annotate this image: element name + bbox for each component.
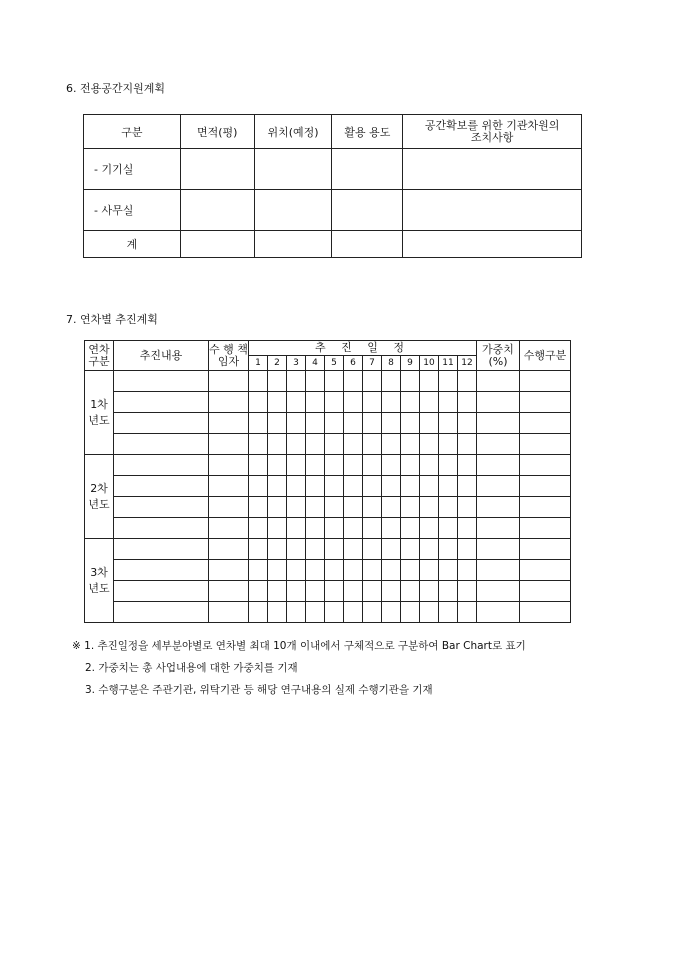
plan-cell[interactable] xyxy=(209,497,249,518)
plan-cell[interactable] xyxy=(249,560,268,581)
header-category: 구분 xyxy=(84,115,181,149)
plan-cell[interactable] xyxy=(344,581,363,602)
table-row xyxy=(85,455,571,476)
plan-cell[interactable] xyxy=(287,518,306,539)
plan-cell[interactable] xyxy=(401,476,420,497)
plan-cell[interactable] xyxy=(114,413,209,434)
plan-cell[interactable] xyxy=(420,497,439,518)
plan-cell[interactable] xyxy=(114,602,209,623)
table-row xyxy=(85,581,571,602)
plan-cell[interactable] xyxy=(439,413,458,434)
plan-cell[interactable] xyxy=(363,413,382,434)
table-row xyxy=(85,560,571,581)
section7-title: 7. 연차별 추진계획 xyxy=(66,313,158,326)
cell[interactable] xyxy=(332,190,403,231)
row-equipment-room: - 기기실 xyxy=(84,149,181,190)
table-row xyxy=(85,518,571,539)
plan-cell[interactable] xyxy=(439,560,458,581)
plan-cell[interactable] xyxy=(477,434,520,455)
plan-cell[interactable] xyxy=(520,455,571,476)
plan-cell[interactable] xyxy=(401,560,420,581)
plan-cell[interactable] xyxy=(439,539,458,560)
month-4: 4 xyxy=(306,356,325,371)
month-10: 10 xyxy=(420,356,439,371)
plan-cell[interactable] xyxy=(114,518,209,539)
plan-cell[interactable] xyxy=(439,434,458,455)
plan-cell[interactable] xyxy=(401,434,420,455)
plan-cell[interactable] xyxy=(401,602,420,623)
plan-cell[interactable] xyxy=(401,371,420,392)
plan-cell[interactable] xyxy=(344,455,363,476)
header-usage: 활용 용도 xyxy=(332,115,403,149)
cell[interactable] xyxy=(403,149,582,190)
plan-cell[interactable] xyxy=(287,371,306,392)
cell[interactable] xyxy=(254,149,332,190)
plan-cell[interactable] xyxy=(287,560,306,581)
plan-cell[interactable] xyxy=(439,518,458,539)
plan-cell[interactable] xyxy=(382,392,401,413)
space-support-table xyxy=(83,114,582,258)
plan-cell[interactable] xyxy=(306,371,325,392)
plan-cell[interactable] xyxy=(382,539,401,560)
plan-cell[interactable] xyxy=(306,455,325,476)
plan-cell[interactable] xyxy=(420,371,439,392)
plan-cell[interactable] xyxy=(287,434,306,455)
plan-cell[interactable] xyxy=(458,476,477,497)
plan-cell[interactable] xyxy=(382,455,401,476)
plan-cell[interactable] xyxy=(520,392,571,413)
plan-cell[interactable] xyxy=(268,392,287,413)
table-row xyxy=(85,434,571,455)
plan-cell[interactable] xyxy=(268,539,287,560)
plan-cell[interactable] xyxy=(401,455,420,476)
plan-cell[interactable] xyxy=(287,581,306,602)
header-year: 연차 구분 xyxy=(85,341,114,371)
plan-cell[interactable] xyxy=(363,560,382,581)
plan-cell[interactable] xyxy=(306,518,325,539)
plan-cell[interactable] xyxy=(420,413,439,434)
plan-cell[interactable] xyxy=(306,560,325,581)
plan-cell[interactable] xyxy=(520,434,571,455)
plan-cell[interactable] xyxy=(363,371,382,392)
plan-cell[interactable] xyxy=(477,413,520,434)
plan-cell[interactable] xyxy=(520,476,571,497)
plan-cell[interactable] xyxy=(477,602,520,623)
plan-cell[interactable] xyxy=(458,560,477,581)
plan-cell[interactable] xyxy=(439,455,458,476)
plan-cell[interactable] xyxy=(458,602,477,623)
plan-cell[interactable] xyxy=(114,560,209,581)
plan-cell[interactable] xyxy=(363,392,382,413)
plan-cell[interactable] xyxy=(420,434,439,455)
plan-cell[interactable] xyxy=(382,476,401,497)
plan-cell[interactable] xyxy=(458,539,477,560)
plan-cell[interactable] xyxy=(420,392,439,413)
plan-cell[interactable] xyxy=(287,497,306,518)
section6-title: 6. 전용공간지원계획 xyxy=(66,82,165,95)
cell[interactable] xyxy=(180,149,254,190)
plan-cell[interactable] xyxy=(477,476,520,497)
plan-cell[interactable] xyxy=(114,497,209,518)
header-performer: 수행구분 xyxy=(520,341,571,371)
header-location: 위치(예정) xyxy=(254,115,332,149)
cell[interactable] xyxy=(254,190,332,231)
plan-cell[interactable] xyxy=(209,560,249,581)
month-3: 3 xyxy=(287,356,306,371)
plan-cell[interactable] xyxy=(325,539,344,560)
plan-cell[interactable] xyxy=(287,413,306,434)
plan-cell[interactable] xyxy=(114,392,209,413)
plan-cell[interactable] xyxy=(249,455,268,476)
note-3: 3. 수행구분은 주관기관, 위탁기관 등 해당 연구내용의 실제 수행기관을 기재 xyxy=(85,684,433,696)
plan-cell[interactable] xyxy=(401,539,420,560)
note-2: 2. 가중치는 총 사업내용에 대한 가중치를 기재 xyxy=(85,662,298,674)
plan-cell[interactable] xyxy=(325,455,344,476)
plan-cell[interactable] xyxy=(268,371,287,392)
year-label: 3차 년도 xyxy=(85,539,114,623)
plan-cell[interactable] xyxy=(114,371,209,392)
plan-cell[interactable] xyxy=(114,539,209,560)
plan-cell[interactable] xyxy=(344,602,363,623)
plan-cell[interactable] xyxy=(287,455,306,476)
plan-cell[interactable] xyxy=(382,497,401,518)
month-9: 9 xyxy=(401,356,420,371)
plan-cell[interactable] xyxy=(439,371,458,392)
plan-cell[interactable] xyxy=(209,371,249,392)
plan-cell[interactable] xyxy=(420,455,439,476)
plan-cell[interactable] xyxy=(306,602,325,623)
plan-cell[interactable] xyxy=(382,560,401,581)
plan-cell[interactable] xyxy=(268,434,287,455)
plan-cell[interactable] xyxy=(249,371,268,392)
plan-cell[interactable] xyxy=(420,581,439,602)
plan-cell[interactable] xyxy=(344,497,363,518)
header-measures: 공간확보를 위한 기관차원의 조치사항 xyxy=(403,115,582,149)
plan-cell[interactable] xyxy=(382,518,401,539)
plan-cell[interactable] xyxy=(268,560,287,581)
plan-cell[interactable] xyxy=(420,602,439,623)
month-5: 5 xyxy=(325,356,344,371)
plan-cell[interactable] xyxy=(209,392,249,413)
plan-cell[interactable] xyxy=(114,476,209,497)
header-weight: 가중치 (%) xyxy=(477,341,520,371)
plan-cell[interactable] xyxy=(458,371,477,392)
plan-cell[interactable] xyxy=(249,392,268,413)
plan-cell[interactable] xyxy=(439,602,458,623)
month-7: 7 xyxy=(363,356,382,371)
month-11: 11 xyxy=(439,356,458,371)
plan-cell[interactable] xyxy=(209,581,249,602)
plan-cell[interactable] xyxy=(325,497,344,518)
plan-cell[interactable] xyxy=(325,476,344,497)
header-area: 면적(평) xyxy=(180,115,254,149)
header-schedule: 추 진 일 정 xyxy=(249,341,477,356)
plan-cell[interactable] xyxy=(401,413,420,434)
table-row xyxy=(85,371,571,392)
plan-cell[interactable] xyxy=(268,602,287,623)
plan-cell[interactable] xyxy=(520,539,571,560)
plan-cell[interactable] xyxy=(458,455,477,476)
plan-cell[interactable] xyxy=(363,476,382,497)
plan-cell[interactable] xyxy=(420,560,439,581)
header-person: 수 행 책임자 xyxy=(209,341,249,371)
plan-cell[interactable] xyxy=(325,371,344,392)
plan-cell[interactable] xyxy=(363,539,382,560)
plan-cell[interactable] xyxy=(458,518,477,539)
plan-cell[interactable] xyxy=(325,581,344,602)
plan-cell[interactable] xyxy=(306,539,325,560)
plan-cell[interactable] xyxy=(439,497,458,518)
plan-cell[interactable] xyxy=(325,392,344,413)
plan-cell[interactable] xyxy=(477,581,520,602)
notes xyxy=(72,638,526,704)
plan-cell[interactable] xyxy=(306,413,325,434)
plan-cell[interactable] xyxy=(209,434,249,455)
cell[interactable] xyxy=(180,231,254,258)
plan-cell[interactable] xyxy=(287,392,306,413)
plan-cell[interactable] xyxy=(477,539,520,560)
plan-cell[interactable] xyxy=(209,455,249,476)
plan-cell[interactable] xyxy=(344,413,363,434)
plan-cell[interactable] xyxy=(268,476,287,497)
plan-cell[interactable] xyxy=(306,392,325,413)
plan-cell[interactable] xyxy=(520,602,571,623)
plan-cell[interactable] xyxy=(382,602,401,623)
plan-cell[interactable] xyxy=(325,602,344,623)
plan-cell[interactable] xyxy=(477,560,520,581)
plan-cell[interactable] xyxy=(363,497,382,518)
plan-cell[interactable] xyxy=(249,434,268,455)
plan-cell[interactable] xyxy=(114,434,209,455)
plan-cell[interactable] xyxy=(382,434,401,455)
plan-cell[interactable] xyxy=(287,539,306,560)
month-8: 8 xyxy=(382,356,401,371)
plan-cell[interactable] xyxy=(306,581,325,602)
plan-cell[interactable] xyxy=(477,392,520,413)
plan-cell[interactable] xyxy=(363,581,382,602)
plan-cell[interactable] xyxy=(401,392,420,413)
plan-cell[interactable] xyxy=(458,413,477,434)
plan-cell[interactable] xyxy=(344,434,363,455)
plan-cell[interactable] xyxy=(520,560,571,581)
cell[interactable] xyxy=(180,190,254,231)
plan-cell[interactable] xyxy=(382,581,401,602)
plan-cell[interactable] xyxy=(344,539,363,560)
plan-cell[interactable] xyxy=(209,602,249,623)
cell[interactable] xyxy=(332,149,403,190)
cell[interactable] xyxy=(403,190,582,231)
plan-cell[interactable] xyxy=(249,518,268,539)
year-label: 2차 년도 xyxy=(85,455,114,539)
plan-cell[interactable] xyxy=(268,581,287,602)
plan-cell[interactable] xyxy=(249,476,268,497)
row-total: 계 xyxy=(84,231,181,258)
plan-cell[interactable] xyxy=(268,455,287,476)
row-office: - 사무실 xyxy=(84,190,181,231)
cell[interactable] xyxy=(403,231,582,258)
plan-cell[interactable] xyxy=(325,413,344,434)
plan-cell[interactable] xyxy=(458,434,477,455)
plan-cell[interactable] xyxy=(325,560,344,581)
plan-cell[interactable] xyxy=(520,518,571,539)
month-2: 2 xyxy=(268,356,287,371)
plan-cell[interactable] xyxy=(401,518,420,539)
plan-cell[interactable] xyxy=(401,581,420,602)
plan-cell[interactable] xyxy=(114,455,209,476)
plan-cell[interactable] xyxy=(363,455,382,476)
plan-cell[interactable] xyxy=(363,434,382,455)
table-row xyxy=(85,476,571,497)
note-1: ※ 1. 추진일정을 세부분야별로 연차별 최대 10개 이내에서 구체적으로 구분하여 Bar Chart로 표기 xyxy=(72,640,526,652)
month-6: 6 xyxy=(344,356,363,371)
month-1: 1 xyxy=(249,356,268,371)
plan-cell[interactable] xyxy=(325,434,344,455)
plan-cell[interactable] xyxy=(520,581,571,602)
year-label: 1차 년도 xyxy=(85,371,114,455)
plan-cell[interactable] xyxy=(209,476,249,497)
table-row xyxy=(85,392,571,413)
plan-cell[interactable] xyxy=(344,392,363,413)
plan-cell[interactable] xyxy=(344,518,363,539)
plan-cell[interactable] xyxy=(306,497,325,518)
plan-cell[interactable] xyxy=(306,434,325,455)
plan-cell[interactable] xyxy=(458,581,477,602)
plan-cell[interactable] xyxy=(420,539,439,560)
plan-cell[interactable] xyxy=(363,518,382,539)
plan-cell[interactable] xyxy=(477,455,520,476)
annual-plan-table xyxy=(84,340,571,623)
table-row xyxy=(85,497,571,518)
plan-cell[interactable] xyxy=(520,497,571,518)
plan-cell[interactable] xyxy=(344,476,363,497)
plan-cell[interactable] xyxy=(209,413,249,434)
plan-cell[interactable] xyxy=(458,392,477,413)
plan-cell[interactable] xyxy=(520,413,571,434)
plan-cell[interactable] xyxy=(363,602,382,623)
plan-cell[interactable] xyxy=(458,497,477,518)
plan-cell[interactable] xyxy=(268,497,287,518)
plan-cell[interactable] xyxy=(344,560,363,581)
table-row xyxy=(85,602,571,623)
plan-cell[interactable] xyxy=(209,539,249,560)
plan-cell[interactable] xyxy=(249,497,268,518)
table-row xyxy=(85,539,571,560)
plan-cell[interactable] xyxy=(114,581,209,602)
plan-cell[interactable] xyxy=(382,413,401,434)
plan-cell[interactable] xyxy=(268,413,287,434)
plan-cell[interactable] xyxy=(439,476,458,497)
table-row xyxy=(85,413,571,434)
plan-cell[interactable] xyxy=(268,518,287,539)
plan-cell[interactable] xyxy=(344,371,363,392)
plan-cell[interactable] xyxy=(249,539,268,560)
plan-cell[interactable] xyxy=(306,476,325,497)
plan-cell[interactable] xyxy=(287,602,306,623)
cell[interactable] xyxy=(254,231,332,258)
header-content: 추진내용 xyxy=(114,341,209,371)
plan-cell[interactable] xyxy=(477,371,520,392)
plan-cell[interactable] xyxy=(209,518,249,539)
plan-cell[interactable] xyxy=(249,581,268,602)
plan-cell[interactable] xyxy=(249,602,268,623)
plan-cell[interactable] xyxy=(439,392,458,413)
plan-cell[interactable] xyxy=(520,371,571,392)
plan-cell[interactable] xyxy=(477,497,520,518)
plan-cell[interactable] xyxy=(420,476,439,497)
plan-cell[interactable] xyxy=(325,518,344,539)
plan-cell[interactable] xyxy=(420,518,439,539)
plan-cell[interactable] xyxy=(287,476,306,497)
plan-cell[interactable] xyxy=(477,518,520,539)
month-12: 12 xyxy=(458,356,477,371)
cell[interactable] xyxy=(332,231,403,258)
plan-cell[interactable] xyxy=(439,581,458,602)
plan-cell[interactable] xyxy=(382,371,401,392)
plan-cell[interactable] xyxy=(249,413,268,434)
plan-cell[interactable] xyxy=(401,497,420,518)
